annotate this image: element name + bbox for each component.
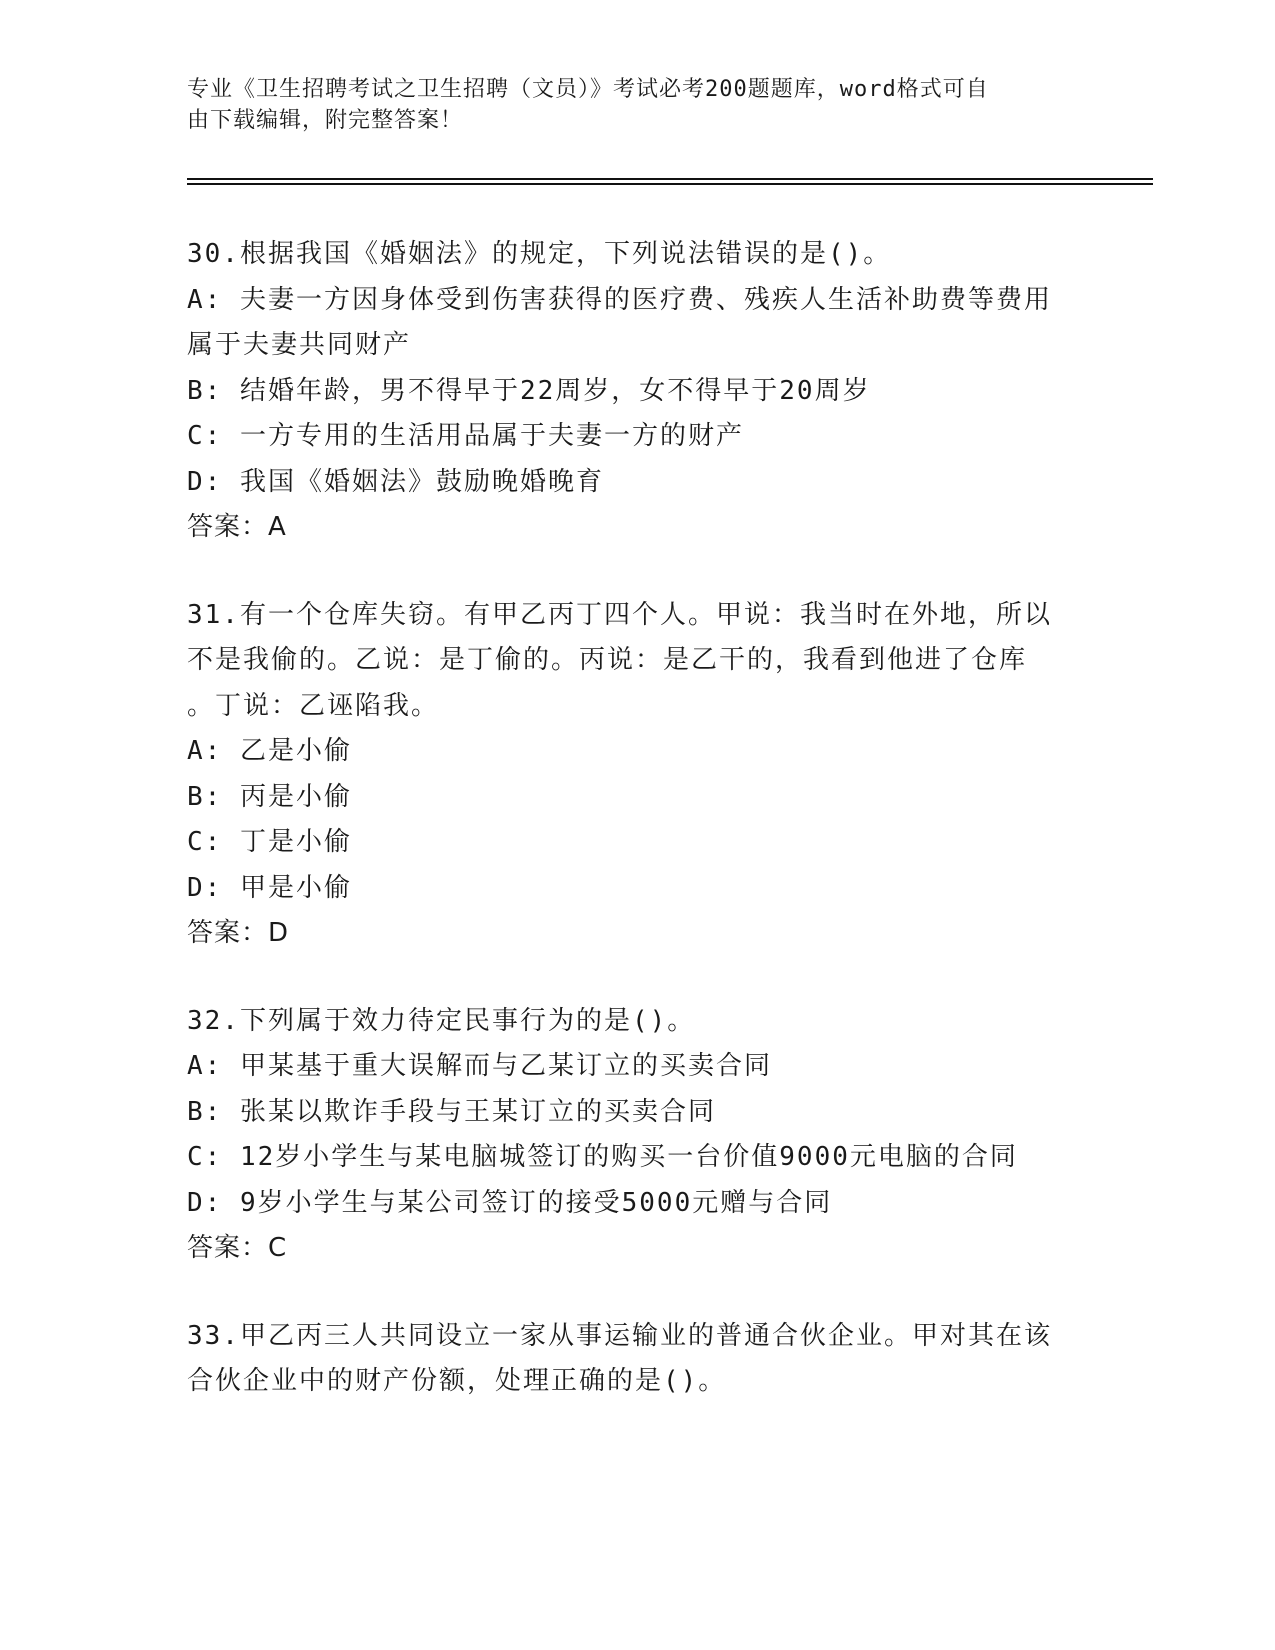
option-a: A: 甲某基于重大误解而与乙某订立的买卖合同 [187, 1051, 772, 1081]
header-rule-bottom [187, 183, 1153, 185]
option-d: D: 甲是小偷 [187, 872, 352, 903]
option-d: D: 我国《婚姻法》鼓励晚婚晚育 [187, 466, 604, 497]
option-b: B: 丙是小偷 [187, 781, 352, 812]
question-stem-continued: 不是我偷的。乙说：是丁偷的。丙说：是乙干的，我看到他进了仓库 [187, 645, 1028, 675]
question-30 [187, 232, 1087, 551]
answer-label: 答案：A [187, 512, 287, 542]
option-c: C: 丁是小偷 [187, 827, 352, 857]
option-b: B: 结婚年龄，男不得早于22周岁，女不得早于20周岁 [187, 375, 871, 406]
question-stem: 30.根据我国《婚姻法》的规定，下列说法错误的是()。 [187, 239, 892, 269]
question-stem: 31.有一个仓库失窃。有甲乙丙丁四个人。甲说：我当时在外地，所以 [187, 599, 1052, 630]
option-a: A: 夫妻一方因身体受到伤害获得的医疗费、残疾人生活补助费等费用 [187, 284, 1052, 315]
question-stem: 32.下列属于效力待定民事行为的是()。 [187, 1005, 696, 1036]
question-33 [187, 1314, 1087, 1405]
question-stem-continued: 合伙企业中的财产份额，处理正确的是()。 [187, 1366, 727, 1396]
header-rule-top [187, 178, 1153, 180]
question-stem: 33.甲乙丙三人共同设立一家从事运输业的普通合伙企业。甲对其在该 [187, 1320, 1052, 1351]
option-a-continued: 属于夫妻共同财产 [187, 330, 412, 360]
header-line-2: 由下载编辑，附完整答案！ [187, 108, 464, 133]
answer-label: 答案：D [187, 918, 290, 948]
question-31 [187, 593, 1087, 957]
question-32 [187, 999, 1087, 1272]
document-header [187, 74, 1067, 136]
option-b: B: 张某以欺诈手段与王某订立的买卖合同 [187, 1096, 716, 1127]
option-d: D: 9岁小学生与某公司签订的接受5000元赠与合同 [187, 1187, 833, 1218]
question-list [187, 232, 1087, 1447]
question-stem-continued: 。丁说：乙诬陷我。 [187, 690, 440, 721]
option-a: A: 乙是小偷 [187, 736, 352, 766]
option-c: C: 一方专用的生活用品属于夫妻一方的财产 [187, 421, 744, 451]
option-c: C: 12岁小学生与某电脑城签订的购买一台价值9000元电脑的合同 [187, 1142, 1018, 1172]
answer-label: 答案：C [187, 1233, 288, 1263]
header-line-1: 专业《卫生招聘考试之卫生招聘（文员）》考试必考200题题库，word格式可自 [187, 77, 989, 102]
